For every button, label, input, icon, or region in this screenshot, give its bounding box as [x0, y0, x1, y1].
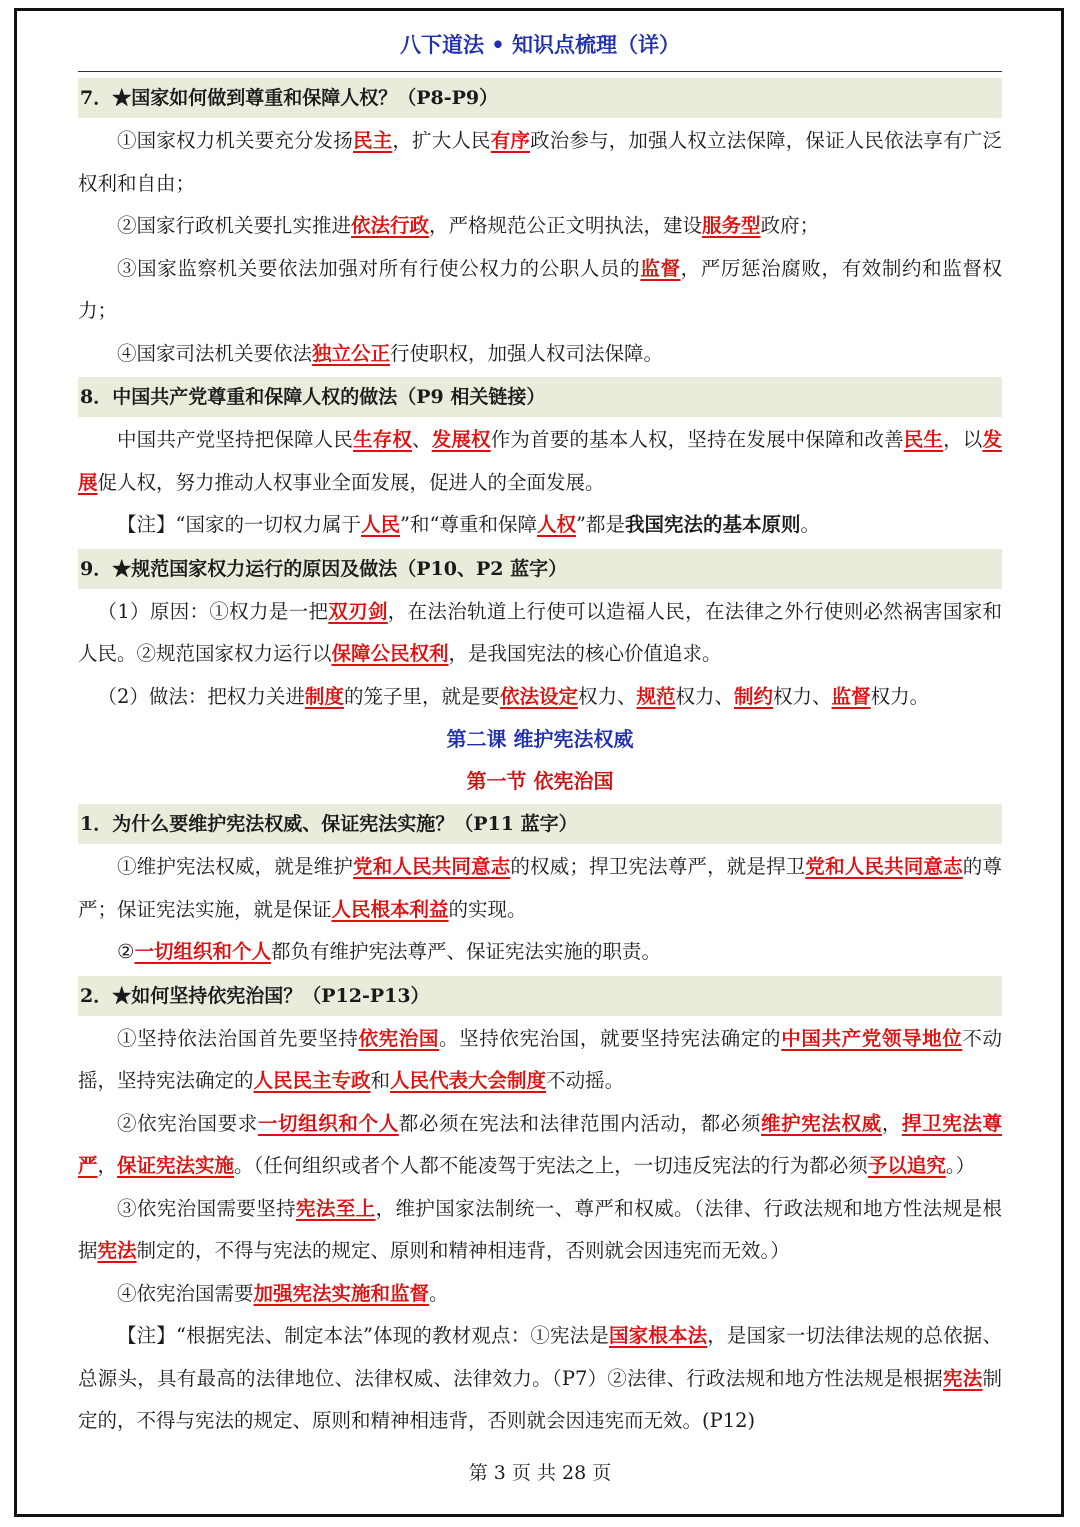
keyword: 宪法 [97, 1239, 137, 1262]
keyword: 依法行政 [351, 214, 430, 237]
q7-point-1: ①国家权力机关要充分发扬民主，扩大人民有序政治参与，加强人权立法保障，保证人民依法享有广泛权利和自由； [78, 129, 1002, 195]
keyword: 依法设定 [499, 684, 578, 708]
q7-point-3: ③国家监察机关要依法加强对所有行使公权力的公职人员的监督，严厉惩治腐败，有效制约和监督权力； [78, 256, 1002, 322]
keyword: 宪法至上 [296, 1196, 376, 1220]
q7-point-4: ④国家司法机关要依法独立公正行使职权，加强人权司法保障。 [117, 341, 664, 365]
keyword: 民主 [353, 129, 393, 152]
s2-point-4: ④依宪治国需要加强宪法实施和监督。 [117, 1281, 449, 1305]
page-number: 第 3 页 共 28 页 [468, 1462, 612, 1484]
keyword: 制度 [304, 684, 344, 708]
keyword: 服务型 [702, 214, 761, 237]
s1-point-1: ①维护宪法权威，就是维护党和人民共同意志的权威；捍卫宪法尊严，就是捍卫党和人民共同意志的尊严；保证宪法实施，就是保证人民根本利益的实现。 [78, 855, 1002, 921]
keyword: 保障公民权利 [331, 642, 449, 665]
keyword: 予以追究 [867, 1154, 946, 1177]
keyword: 制约 [734, 684, 774, 708]
keyword: 国家根本法 [609, 1324, 708, 1347]
keyword: 民生 [903, 428, 944, 451]
keyword: 捍卫宪法尊严 [78, 1111, 1002, 1177]
s2-point-3: ③依宪治国需要坚持宪法至上，维护国家法制统一、尊严和权威。（法律、行政法规和地方性法规是根据宪法制定的，不得与宪法的规定、原则和精神相违背，否则就会因违宪而无效。） [78, 1196, 1002, 1262]
s2-heading: 2．★如何坚持依宪治国？（P12-P13） [78, 976, 1002, 1016]
question-9-heading: 9．★规范国家权力运行的原因及做法（P10、P2 蓝字） [78, 549, 1002, 589]
keyword: 发展权 [431, 428, 491, 451]
keyword: 加强宪法实施和监督 [253, 1281, 430, 1305]
s1-heading: 1．为什么要维护宪法权威、保证宪法实施？（P11 蓝字） [78, 804, 1002, 844]
section-title: 第一节 依宪治国 [466, 769, 614, 793]
keyword: 中国共产党领导地位 [781, 1026, 963, 1050]
keyword: 维护宪法权威 [761, 1111, 882, 1135]
keyword: 人民根本利益 [331, 897, 449, 921]
keyword: 宪法 [942, 1366, 983, 1390]
s2-note: 【注】“根据宪法、制定本法”体现的教材观点：①宪法是国家根本法，是国家一切法律法规的总依据、总源头，具有最高的法律地位、法律权威、法律效力。（P7）②法律、行政法规和地方性法规是根据宪法制定的，不得与宪法的规定、原则和精神相违背，否则就会因违宪而无效。(P12) [78, 1324, 1002, 1432]
question-8-heading: 8．中国共产党尊重和保障人权的做法（P9 相关链接） [78, 377, 1002, 417]
keyword: 人民民主专政 [253, 1069, 371, 1092]
q9-reason: （1）原因：①权力是一把双刃剑，在法治轨道上行使可以造福人民，在法律之外行使则必然祸害国家和人民。②规范国家权力运行以保障公民权利，是我国宪法的核心价值追求。 [78, 599, 1002, 665]
keyword: 人民代表大会制度 [390, 1069, 547, 1092]
keyword: 规范 [636, 684, 676, 708]
keyword: 独立公正 [312, 341, 391, 365]
s2-point-2: ②依宪治国要求一切组织和个人都必须在宪法和法律范围内活动，都必须维护宪法权威，捍卫宪法尊严，保证宪法实施。（任何组织或者个人都不能凌驾于宪法之上，一切违反宪法的行为都必须予以追究。） [78, 1111, 1002, 1177]
keyword: 一切组织和个人 [134, 940, 271, 963]
keyword: 监督 [640, 256, 681, 280]
keyword: 一切组织和个人 [257, 1111, 399, 1135]
s2-point-1: ①坚持依法治国首先要坚持依宪治国。坚持依宪治国，就要坚持宪法确定的中国共产党领导地位不动摇，坚持宪法确定的人民民主专政和人民代表大会制度不动摇。 [78, 1026, 1002, 1092]
s1-point-2: ②一切组织和个人都负有维护宪法尊严、保证宪法实施的职责。 [117, 940, 662, 963]
keyword: 有序 [490, 129, 531, 152]
keyword: 监督 [831, 684, 871, 708]
q8-note: 【注】“国家的一切权力属于人民”和“尊重和保障人权”都是我国宪法的基本原则。 [117, 513, 820, 536]
question-7-heading: 7．★国家如何做到尊重和保障人权？（P8-P9） [78, 78, 1002, 118]
keyword: 人民 [360, 513, 400, 536]
keyword: 依宪治国 [358, 1026, 440, 1050]
page-content [78, 76, 1002, 1443]
q9-method: （2）做法：把权力关进制度的笼子里，就是要依法设定权力、规范权力、制约权力、监督权力。 [97, 684, 930, 708]
q7-point-2: ②国家行政机关要扎实推进依法行政，严格规范公正文明执法，建设服务型政府； [117, 214, 820, 237]
keyword: 双刃剑 [328, 599, 388, 623]
keyword: 发展 [78, 428, 1002, 494]
keyword: 党和人民共同意志 [353, 855, 511, 878]
q8-paragraph: 中国共产党坚持把保障人民生存权、发展权作为首要的基本人权，坚持在发展中保障和改善民生，以发展促人权，努力推动人权事业全面发展，促进人的全面发展。 [78, 428, 1002, 494]
lesson-title: 第二课 维护宪法权威 [446, 727, 634, 751]
keyword: 生存权 [353, 428, 413, 451]
keyword: 人权 [536, 513, 576, 536]
page-header: 八下道法 • 知识点梳理（详） [78, 28, 1002, 72]
keyword: 党和人民共同意志 [805, 855, 963, 878]
keyword: 保证宪法实施 [117, 1154, 235, 1177]
